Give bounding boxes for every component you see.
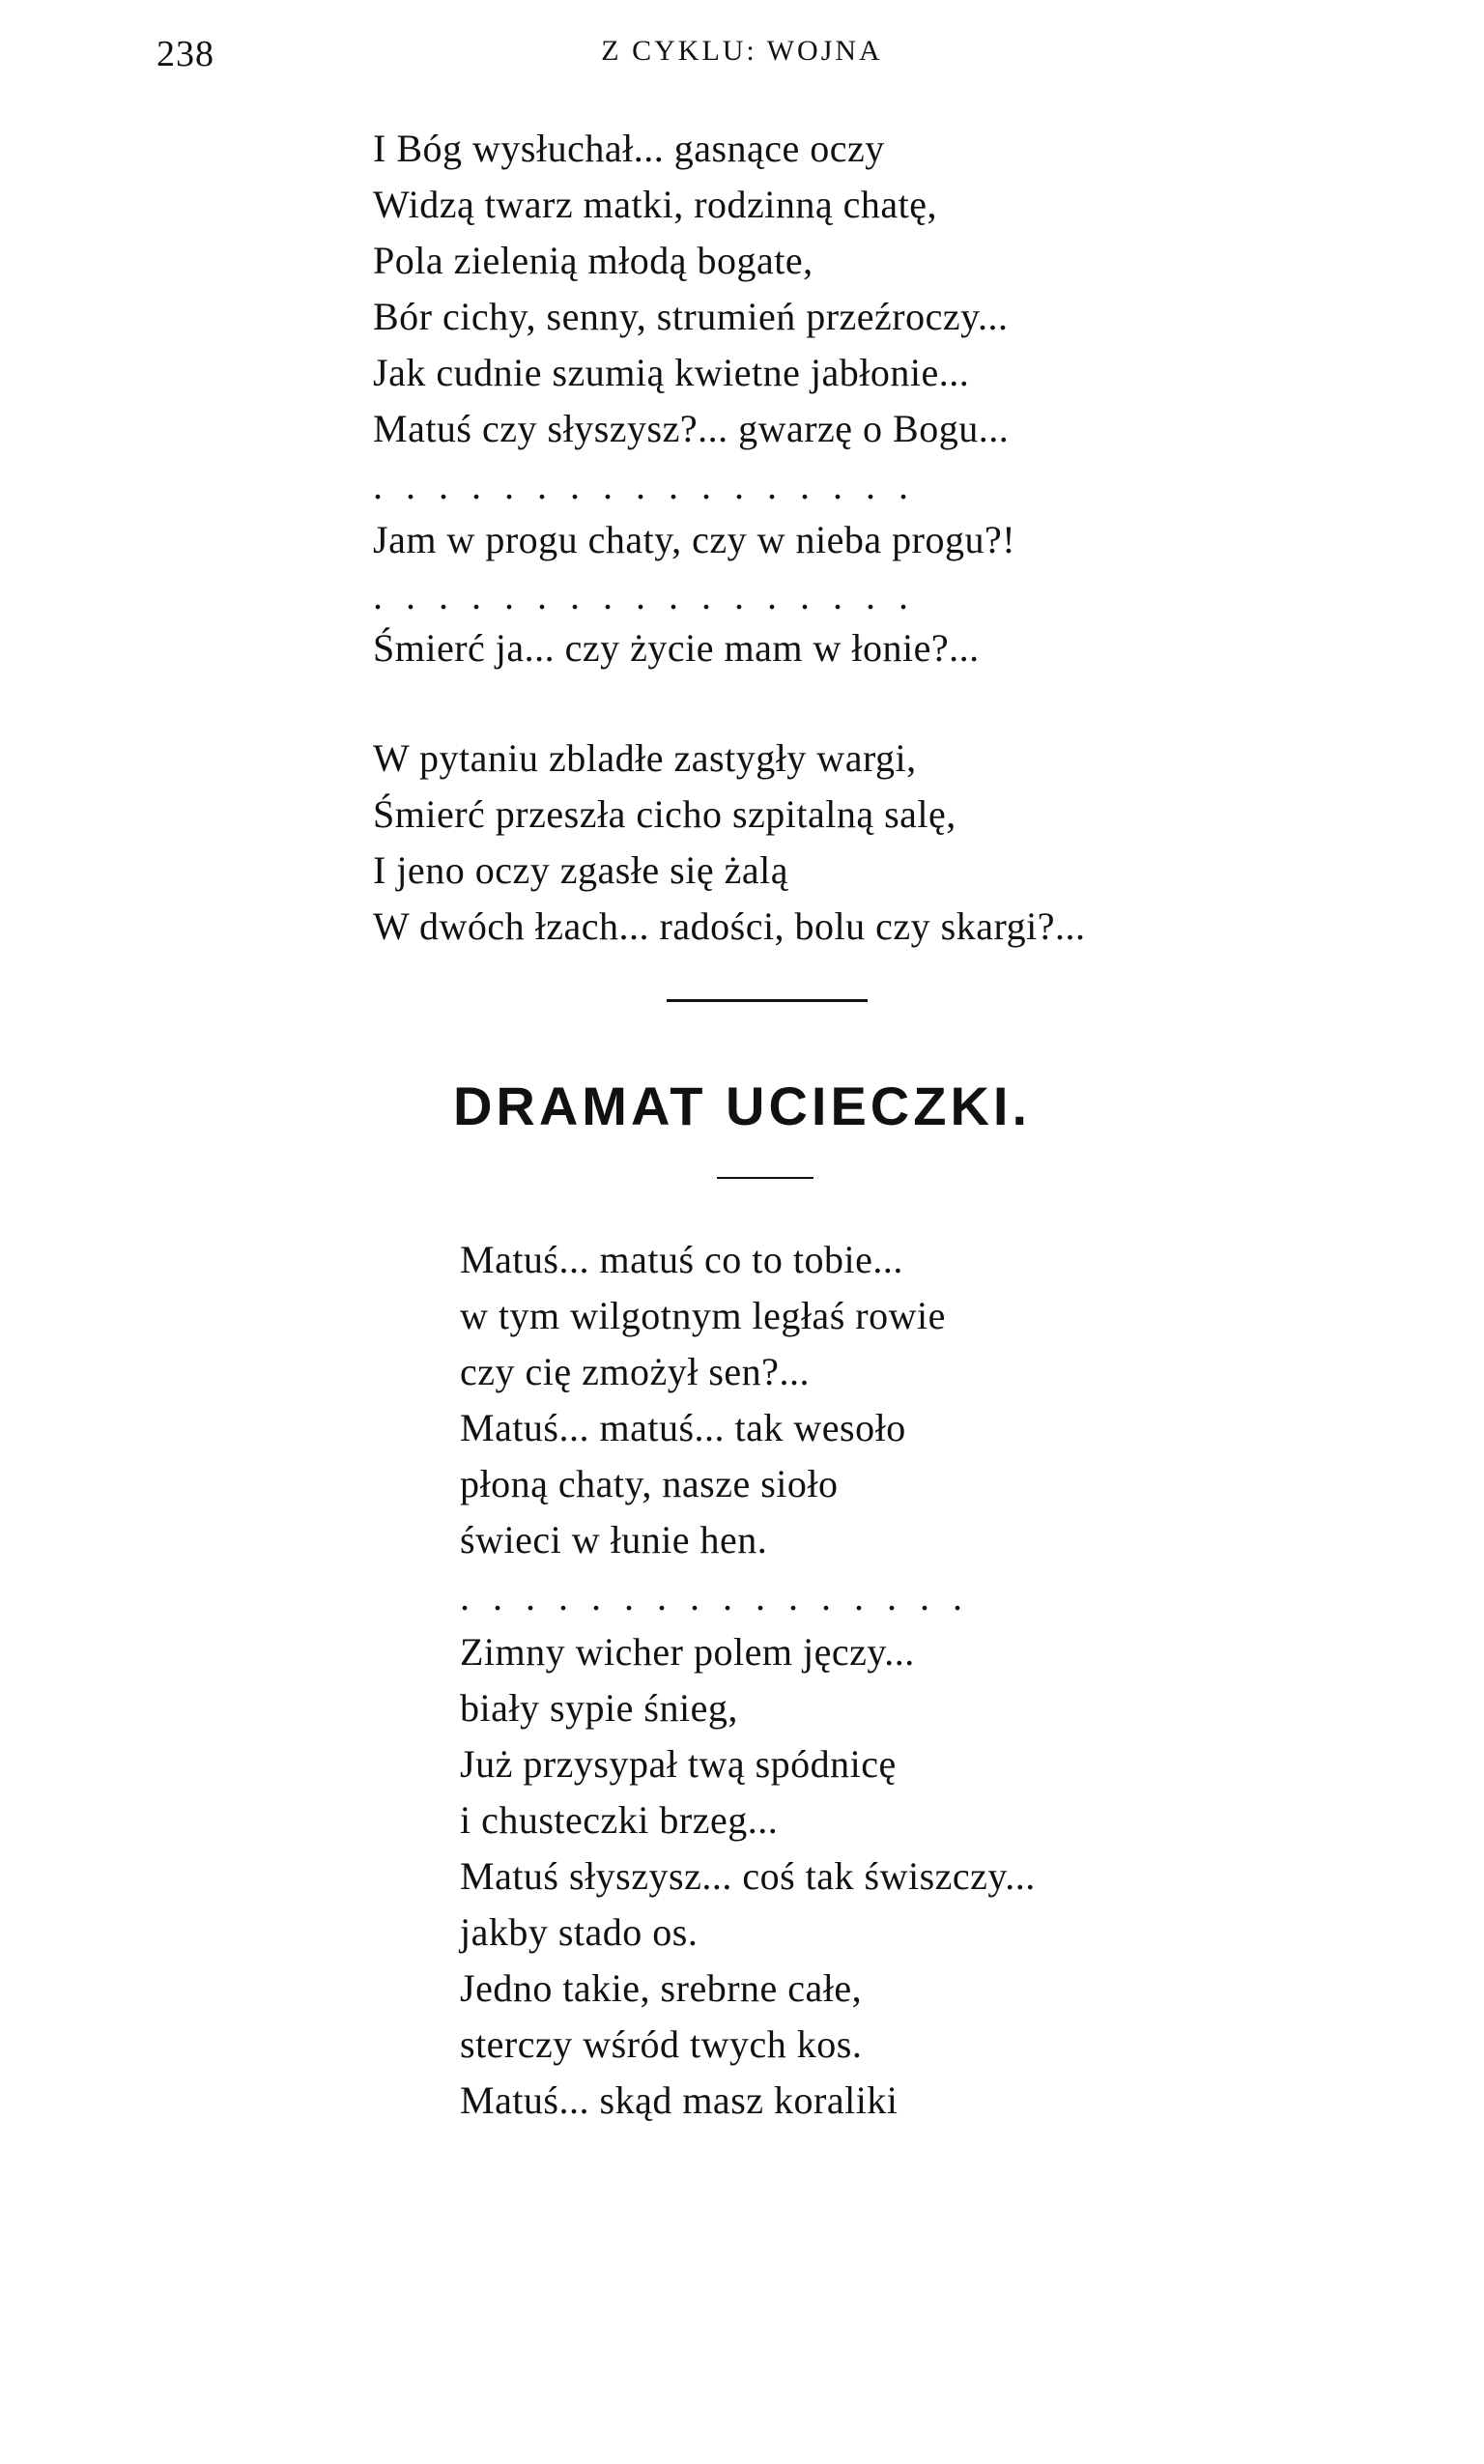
verse-line: I jeno oczy zgasłe się żalą — [373, 848, 788, 892]
title-underline — [717, 1177, 813, 1179]
section-title: DRAMAT UCIECZKI. — [452, 1075, 1032, 1136]
poem-end-line-smierc — [373, 620, 980, 676]
verse-line: w tym wilgotnym ległaś rowie — [460, 1294, 946, 1337]
verse-line: sterczy wśród twych kos. — [460, 2022, 863, 2066]
verse-line: Matuś... matuś... tak wesoło — [460, 1406, 906, 1449]
verse-line: Zimny wicher polem jęczy... — [460, 1630, 915, 1674]
verse-line: Śmierć ja... czy życie mam w łonie?... — [373, 626, 980, 670]
ellipsis-row: . . . . . . . . . . . . . . . . . — [373, 464, 908, 507]
verse-line: Matuś słyszysz... coś tak świszczy... — [460, 1854, 1036, 1898]
poem-end-line-progu — [373, 512, 1015, 568]
verse-line: Jedno takie, srebrne całe, — [460, 1966, 863, 2010]
poem-new-stanza-2 — [460, 1624, 1036, 2129]
page-number: 238 — [157, 34, 214, 74]
verse-line: Matuś... matuś co to tobie... — [460, 1238, 903, 1281]
verse-line: Już przysypał twą spódnicę — [460, 1742, 897, 1786]
verse-line: Widzą twarz matki, rodzinną chatę, — [373, 183, 938, 226]
ellipsis-row: . . . . . . . . . . . . . . . . . — [373, 574, 908, 617]
verse-line: Śmierć przeszła cicho szpitalną salę, — [373, 792, 956, 836]
verse-line: i chusteczki brzeg... — [460, 1798, 779, 1842]
verse-line: Pola zielenią młodą bogate, — [373, 239, 813, 282]
verse-line: W pytaniu zbladłe zastygły wargi, — [373, 736, 917, 780]
poem-new-stanza-1 — [460, 1232, 946, 1568]
section-divider — [667, 999, 868, 1002]
verse-line: Jam w progu chaty, czy w nieba progu?! — [373, 518, 1016, 561]
verse-line: płoną chaty, nasze sioło — [460, 1462, 839, 1505]
verse-line: I Bóg wysłuchał... gasnące oczy — [373, 127, 885, 170]
poem-end-stanza-1 — [373, 121, 1009, 457]
poem-end-stanza-2 — [373, 731, 1085, 955]
verse-line: czy cię zmożył sen?... — [460, 1350, 810, 1393]
running-head: Z CYKLU: WOJNA — [601, 35, 883, 67]
verse-line: Matuś... skąd masz koraliki — [460, 2078, 899, 2122]
verse-line: jakby stado os. — [460, 1910, 699, 1954]
verse-line: Bór cichy, senny, strumień przeźroczy... — [373, 295, 1009, 338]
verse-line: świeci w łunie hen. — [460, 1518, 768, 1561]
verse-line: W dwóch łzach... radości, bolu czy skargi?... — [373, 904, 1086, 948]
verse-line: Jak cudnie szumią kwietne jabłonie... — [373, 351, 970, 394]
verse-line: biały sypie śnieg, — [460, 1686, 738, 1730]
ellipsis-row: . . . . . . . . . . . . . . . . — [460, 1575, 962, 1619]
verse-line: Matuś czy słyszysz?... gwarzę o Bogu... — [373, 407, 1010, 450]
